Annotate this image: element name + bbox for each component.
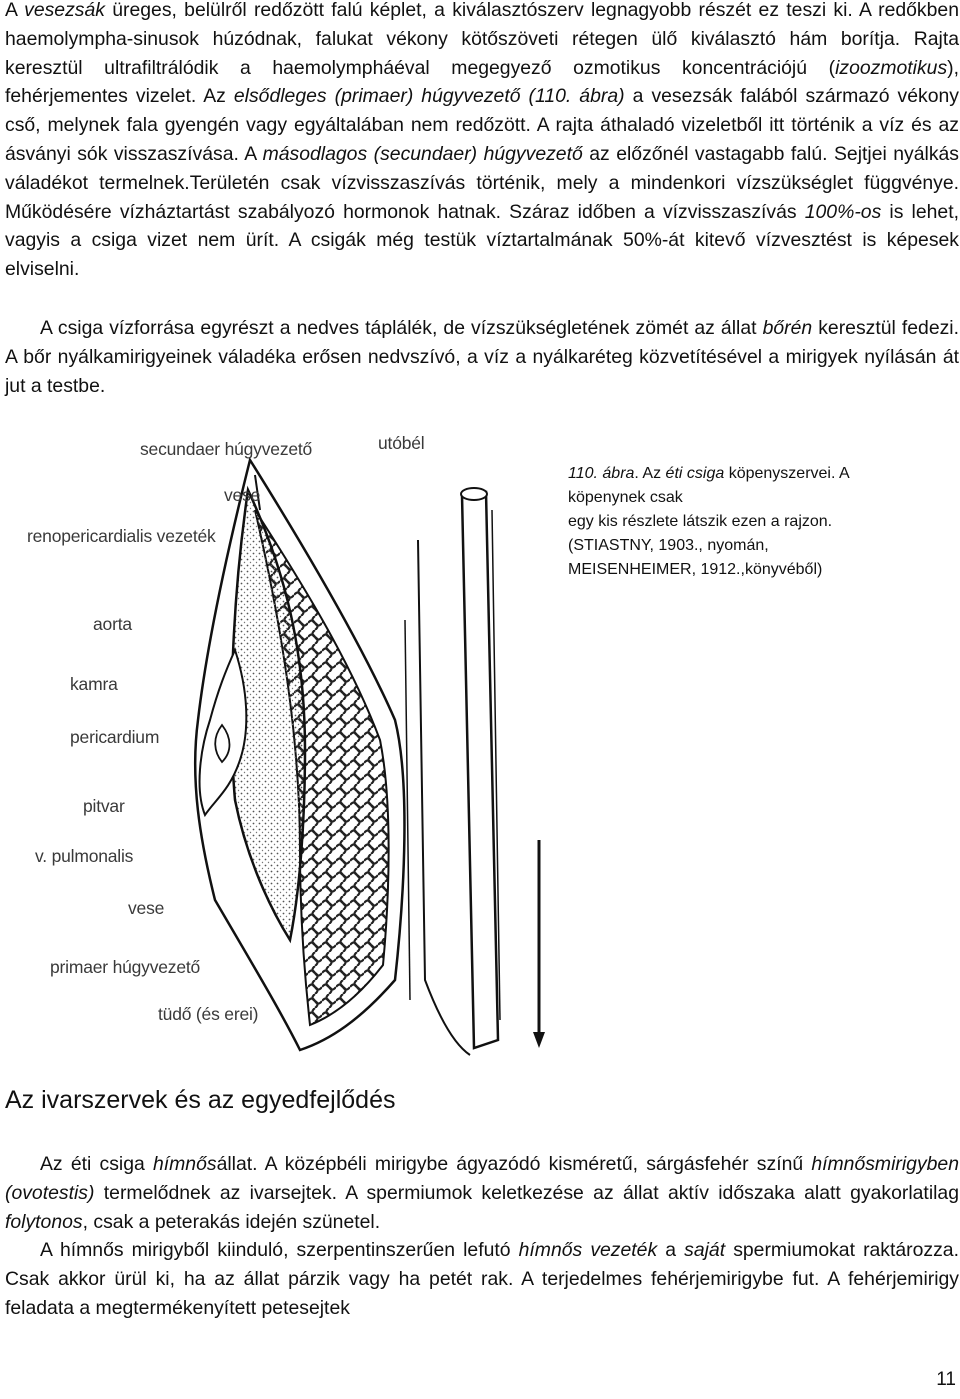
paragraph-hermaphrodite: Az éti csiga hímnősállat. A középbéli mirigybe ágyazódó kisméretű, sárgásfehér színű hímnősmirigyben (ovotestis) termelődnek az ivarsejtek. A spermiumok keletkezése az állat aktív időszaka alatt gyakorlatilag folytonos, csak a peterakás idején szünetel. xyxy=(5,1153,959,1233)
mantle-edge xyxy=(418,540,470,1055)
paragraph-kidney: A vesezsák üreges, belülről redőzött falú képlet, a kiválasztószerv legnagyobb részét ez teszi ki. A redőkben haemolympha-sinusok húzódnak, falukat vékony kötőszöveti rétegen ülő kiválasztó hám borítja. Rajta keresztül ultrafiltrálódik a haemolympháéval megegyező ozmotikus koncentrációjú (izoozmotikus), fehérjementes vizelet. Az elsődleges (primaer) húgyvezető (110. ábra) a vesezsák falából származó vékony cső, melynek fala gyengén vagy egyáltalában nem redőzött. A rajta áthaladó vizeletből itt történik a víz és az ásványi sók visszaszívása. A másodlagos (secundaer) húgyvezető az előzőnél vastagabb falú. Sejtjei nyálkás váladékot termelnek.Területén csak vízvisszaszívás történik, mely a mindenkori vízszükséglet függvénye. Működésére vízháztartást szabályozó hormonok hatnak. Száraz időben a vízvisszaszívás 100%-os is lehet, vagyis a csiga vizet nem ürít. A csigák még testük víztartalmának 50%-át kitevő vízvesztést is képesek elviselni. xyxy=(5,0,960,281)
intestine-opening xyxy=(461,488,487,500)
italic-term: folytonos xyxy=(5,1210,83,1233)
label-tudo: tüdő (és erei) xyxy=(158,1004,259,1024)
italic-term: hímnős vezeték xyxy=(518,1239,658,1261)
italic-term: hímnősmirigyben (ovotestis) xyxy=(5,1153,959,1204)
figure-110 xyxy=(0,420,560,1060)
label-secundaer: secundaer húgyvezető xyxy=(140,439,313,459)
page-number: 11 xyxy=(936,1369,956,1390)
label-renopericardialis: renopericardialis vezeték xyxy=(27,526,216,546)
label-pericardium: pericardium xyxy=(70,727,160,747)
paragraph-duct: A hímnős mirigyből kiinduló, szerpentinszerűen lefutó hímnős vezeték a saját spermiumokat raktározza. Csak akkor ürül ki, ha az állat párzik vagy ha petét rak. A terjedelmes fehérjemirigybe fut. A fehérjemirigy feladata a megtermékenyített petesejtek xyxy=(5,1239,959,1319)
italic-term: izoozmotikus xyxy=(835,56,948,79)
label-primaer: primaer húgyvezető xyxy=(50,957,201,977)
label-vese-top: vese xyxy=(224,485,261,505)
italic-term: elsődleges (primaer) húgyvezető (110. ábra) xyxy=(233,85,625,108)
caption-line-4: (STIASTNY, 1903., nyomán, xyxy=(568,537,769,554)
label-aorta: aorta xyxy=(93,614,132,634)
italic-term: hímnős xyxy=(152,1153,217,1175)
italic-term: 100%-os xyxy=(804,200,882,223)
label-utobel: utóbél xyxy=(378,433,425,453)
caption-line-5: MEISENHEIMER, 1912.,könyvéből) xyxy=(568,561,823,578)
italic-term: 110. ábra xyxy=(568,465,635,482)
paragraph-water-source: A csiga vízforrása egyrészt a nedves táplálék, de vízszükségletének zömét az állat bőrén keresztül fedezi. A bőr nyálkamirigyeinek váladéka erősen nedvszívó, a víz a nyálkaréteg közvetítésével a mirigyek nyílásán át jut a testbe. xyxy=(5,317,959,397)
italic-term: éti csiga xyxy=(665,465,725,482)
italic-term: bőrén xyxy=(762,317,813,339)
mantle-edge-2 xyxy=(405,620,410,1000)
label-pulmonalis: v. pulmonalis xyxy=(35,846,134,866)
down-arrow-head xyxy=(533,1032,545,1048)
caption-line-3: egy kis részlete látszik ezen a rajzon. xyxy=(568,513,833,530)
label-vese-bottom: vese xyxy=(128,898,165,918)
caption-line-2: köpenynek csak xyxy=(568,489,683,506)
italic-term: vesezsák xyxy=(24,0,105,21)
italic-term: saját xyxy=(684,1239,726,1261)
label-pitvar: pitvar xyxy=(83,796,125,816)
italic-term: másodlagos (secundaer) húgyvezető xyxy=(262,142,583,165)
figure-caption xyxy=(568,462,958,582)
caption-line-1: 110. ábra. Az éti csiga köpenyszervei. A xyxy=(568,465,850,482)
section-heading: Az ivarszervek és az egyedfejlődés xyxy=(5,1086,396,1114)
label-kamra: kamra xyxy=(70,674,118,694)
